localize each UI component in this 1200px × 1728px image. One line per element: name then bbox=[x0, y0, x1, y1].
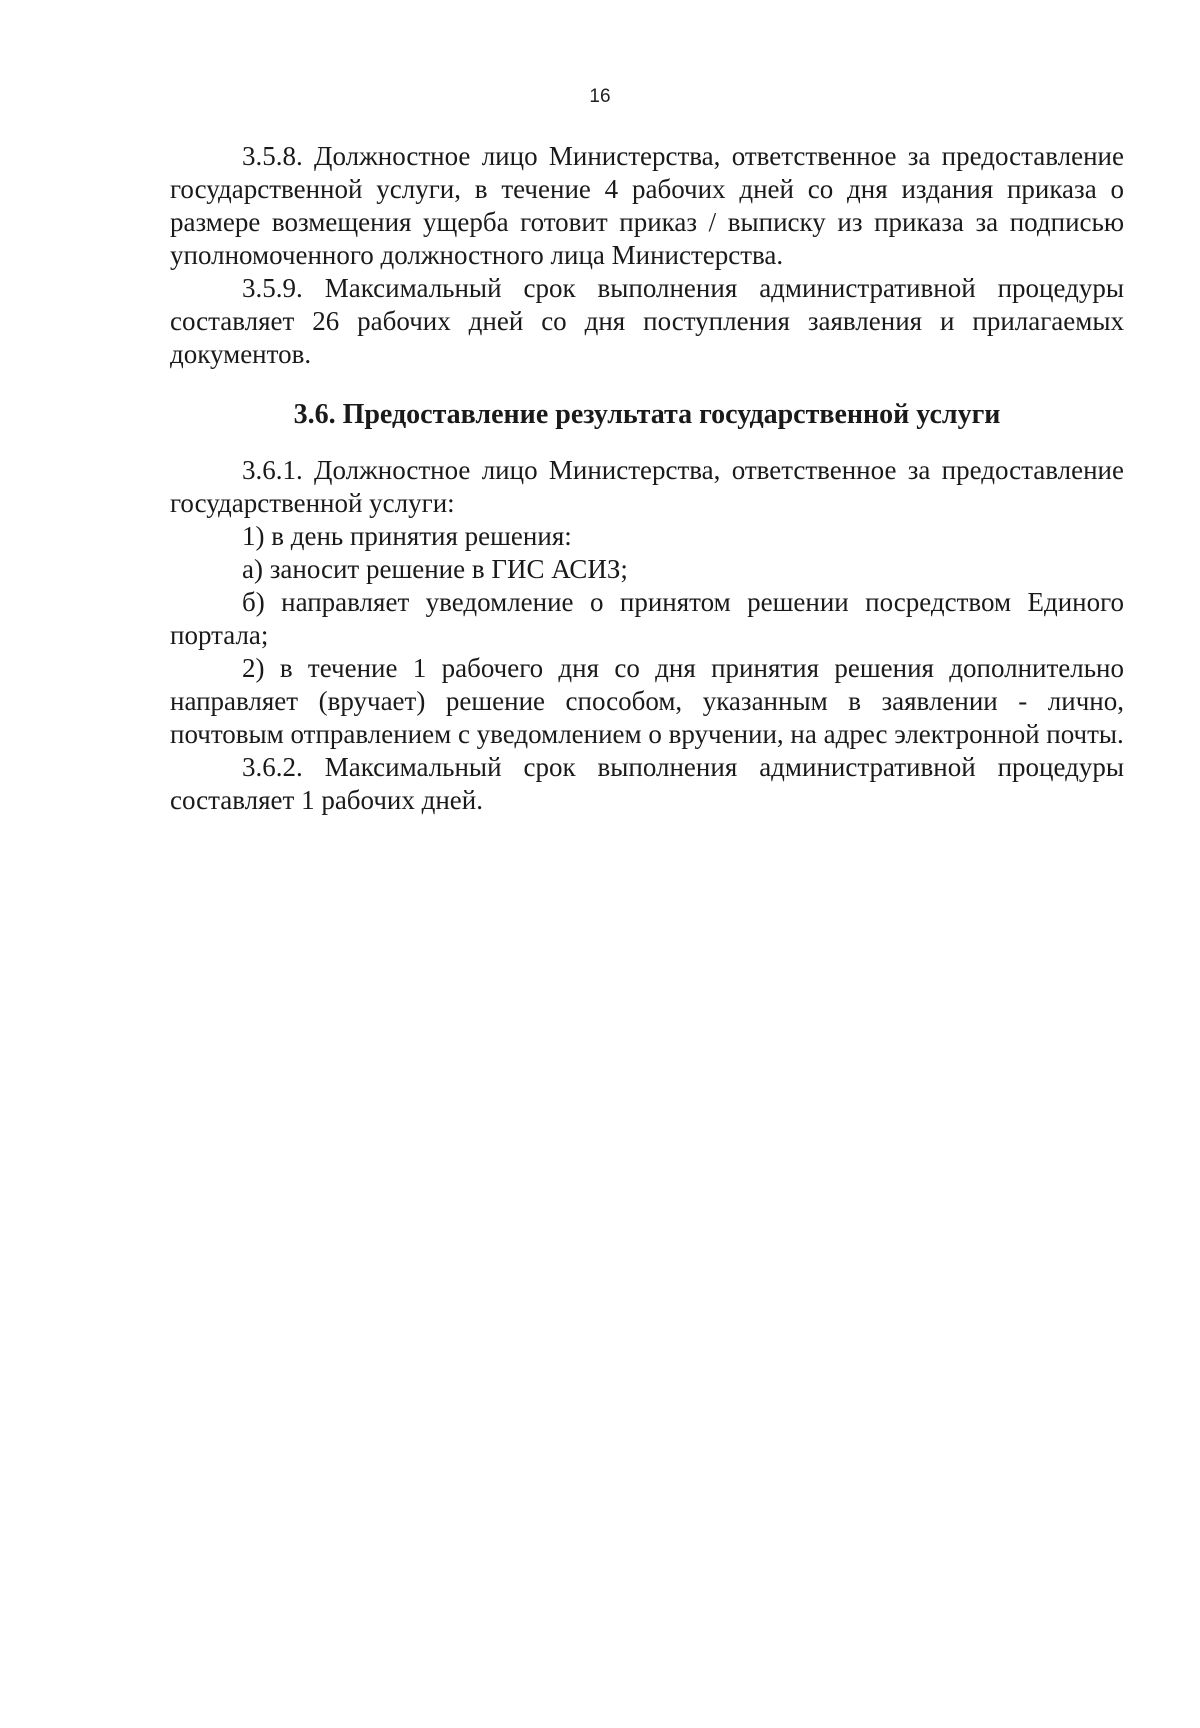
paragraph-3-6-1: 3.6.1. Должностное лицо Министерства, ответственное за предоставление государственной услуги: bbox=[170, 455, 1124, 518]
paragraph-3-6-2: 3.6.2. Максимальный срок выполнения административной процедуры составляет 1 рабочих дней. bbox=[170, 752, 1124, 815]
page-number: 16 bbox=[589, 86, 611, 107]
list-item-a: а) заносит решение в ГИС АСИЗ; bbox=[242, 554, 628, 584]
list-item-b: б) направляет уведомление о принятом решении посредством Единого портала; bbox=[170, 587, 1124, 650]
paragraph-3-5-9: 3.5.9. Максимальный срок выполнения административной процедуры составляет 26 рабочих дней со дня поступления заявления и прилагаемых документов. bbox=[170, 273, 1124, 369]
document-body bbox=[170, 140, 1124, 817]
section-heading-3-6: 3.6. Предоставление результата государственной услуги bbox=[293, 399, 1001, 430]
paragraph-3-5-8: 3.5.8. Должностное лицо Министерства, ответственное за предоставление государственной услуги, в течение 4 рабочих дней со дня издания приказа о размере возмещения ущерба готовит приказ / выписку из приказа за подписью уполномоченного должностного лица Министерства. bbox=[170, 141, 1124, 270]
list-item-1: 1) в день принятия решения: bbox=[242, 521, 572, 551]
list-item-2: 2) в течение 1 рабочего дня со дня принятия решения дополнительно направляет (вручает) решение способом, указанным в заявлении - лично, почтовым отправлением с уведомлением о вручении, на адрес электронной почты. bbox=[170, 653, 1124, 749]
